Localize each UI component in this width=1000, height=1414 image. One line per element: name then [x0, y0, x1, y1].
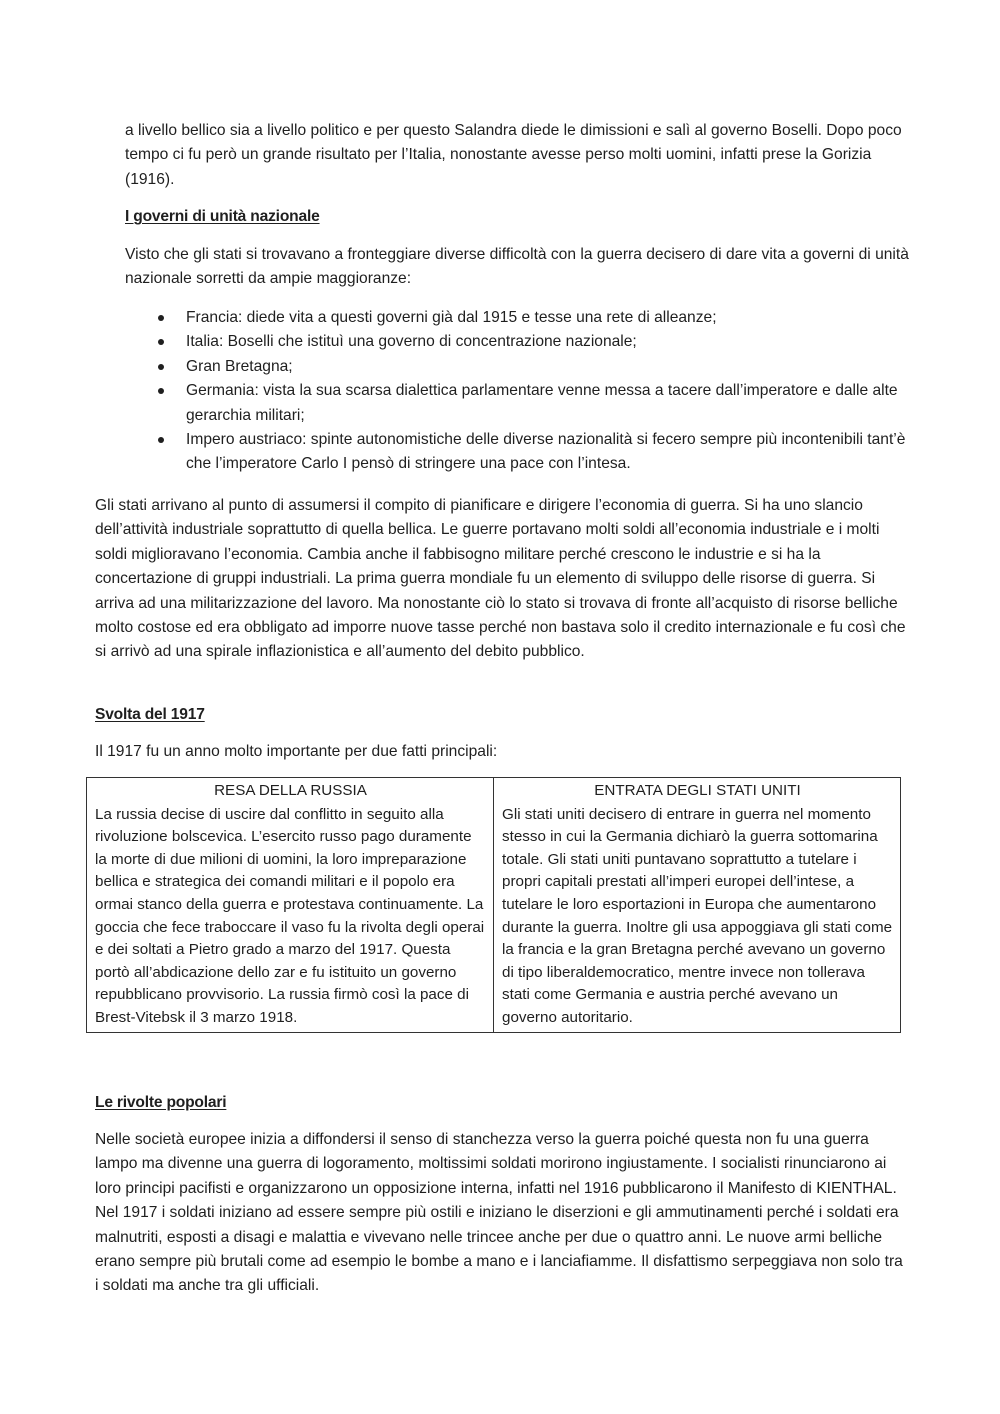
table-cell-resa-russia: La russia decise di uscire dal conflitto in seguito alla rivoluzione bolscevica. L’esercito russo pago duramente la morte di due milioni di uomini, la loro impreparazione bellica e strategica dei comandi militari e il popolo era ormai stanco della guerra e protestava continuamente. La goccia che fece traboccare il vaso fu la rivolta degli operai e dei soltati a Pietro grado a marzo del 1917. Questa portò all’abdicazione dello zar e fu istituito un governo repubblicano provvisorio. La russia firmò così la pace di Brest-Vitebsk il 3 marzo 1918. — [87, 803, 494, 1032]
svolta-1917-table — [86, 777, 901, 1033]
list-item: Impero austriaco: spinte autonomistiche delle diverse nazionalità si fecero sempre più incontenibili tant’è che l’imperatore Carlo I pensò di stringere una pace con l’intesa. — [125, 428, 915, 477]
list-item: Germania: vista la sua scarsa dialettica parlamentare venne messa a tacere dall’imperatore e dalle alte gerarchia militari; — [125, 379, 915, 428]
heading-svolta-1917: Svolta del 1917 — [95, 706, 205, 723]
rivolte-paragraph: Nelle società europee inizia a diffondersi il senso di stanchezza verso la guerra poiché questa non fu una guerra lampo ma divenne una guerra di logoramento, moltissimi soldati morirono ingiustamente. I socialisti rinunciarono ai loro principi pacifisti e organizzarono un opposizione interna, infatti nel 1916 pubblicarono il Manifesto di KIENTHAL. Nel 1917 i soldati iniziano ad essere sempre più ostili e iniziano le diserzioni e gli ammutinamenti perché i soldati era malnutriti, esposti a disagi e malattia e vivevano nelle trincee anche per due o quattro anni. Le nuove armi belliche erano sempre più brutali come ad esempio le bombe a mano e i lanciafiamme. Il disfattismo serpeggiava non solo tra i soldati ma anche tra gli ufficiali. — [95, 1131, 903, 1295]
table-header-entrata-stati-uniti: ENTRATA DEGLI STATI UNITI — [494, 778, 901, 803]
table-header-resa-russia: RESA DELLA RUSSIA — [87, 778, 494, 803]
list-item: Italia: Boselli che istituì una governo di concentrazione nazionale; — [125, 330, 915, 354]
heading-governi-unita-nazionale: I governi di unità nazionale — [125, 208, 320, 225]
heading-rivolte-popolari: Le rivolte popolari — [95, 1094, 227, 1111]
governi-bullet-list — [125, 306, 915, 477]
intro-paragraph: a livello bellico sia a livello politico e per questo Salandra diede le dimissioni e salì al governo Boselli. Dopo poco tempo ci fu però un grande risultato per l’Italia, nonostante avesse perso molti uomini, infatti prese la Gorizia (1916). — [125, 122, 902, 188]
economia-paragraph: Gli stati arrivano al punto di assumersi il compito di pianificare e dirigere l’economia di guerra. Si ha uno slancio dell’attività industriale soprattutto di quella bellica. Le guerre portavano molti soldi all’economia industriale e i molti soldi miglioravano l’economia. Cambia anche il fabbisogno militare perché crescono le industrie e si ha la concertazione di gruppi industriali. La prima guerra mondiale fu un elemento di sviluppo delle risorse di guerra. Si arriva ad una militarizzazione del lavoro. Ma nonostante ciò lo stato si trovava di fronte all’acquisto di risorse belliche molto costose ed era obbligato ad imporre nuove tasse perché non bastava solo il credito internazionale e fu così che si arrivò ad una spirale inflazionistica e all’aumento del debito pubblico. — [95, 497, 906, 661]
list-item: Francia: diede vita a questi governi già dal 1915 e tesse una rete di alleanze; — [125, 306, 915, 330]
svolta-intro-paragraph: Il 1917 fu un anno molto importante per due fatti principali: — [95, 743, 498, 760]
governi-intro-paragraph: Visto che gli stati si trovavano a fronteggiare diverse difficoltà con la guerra decisero di dare vita a governi di unità nazionale sorretti da ampie maggioranze: — [125, 246, 909, 288]
list-item: Gran Bretagna; — [125, 355, 915, 379]
table-cell-entrata-stati-uniti: Gli stati uniti decisero di entrare in guerra nel momento stesso in cui la Germania dichiarò la guerra sottomarina totale. Gli stati uniti puntavano soprattutto a tutelare i propri capitali prestati all’imperi europei dell’intese, a tutelare le loro esportazioni in Europa che aumentarono durante la guerra. Inoltre gli usa appoggiava gli stati come la francia e la gran Bretagna perché avevano un governo di tipo liberaldemocratico, mentre invece non tollerava stati come Germania e austria perché avevano un governo autoritario. — [494, 803, 901, 1032]
